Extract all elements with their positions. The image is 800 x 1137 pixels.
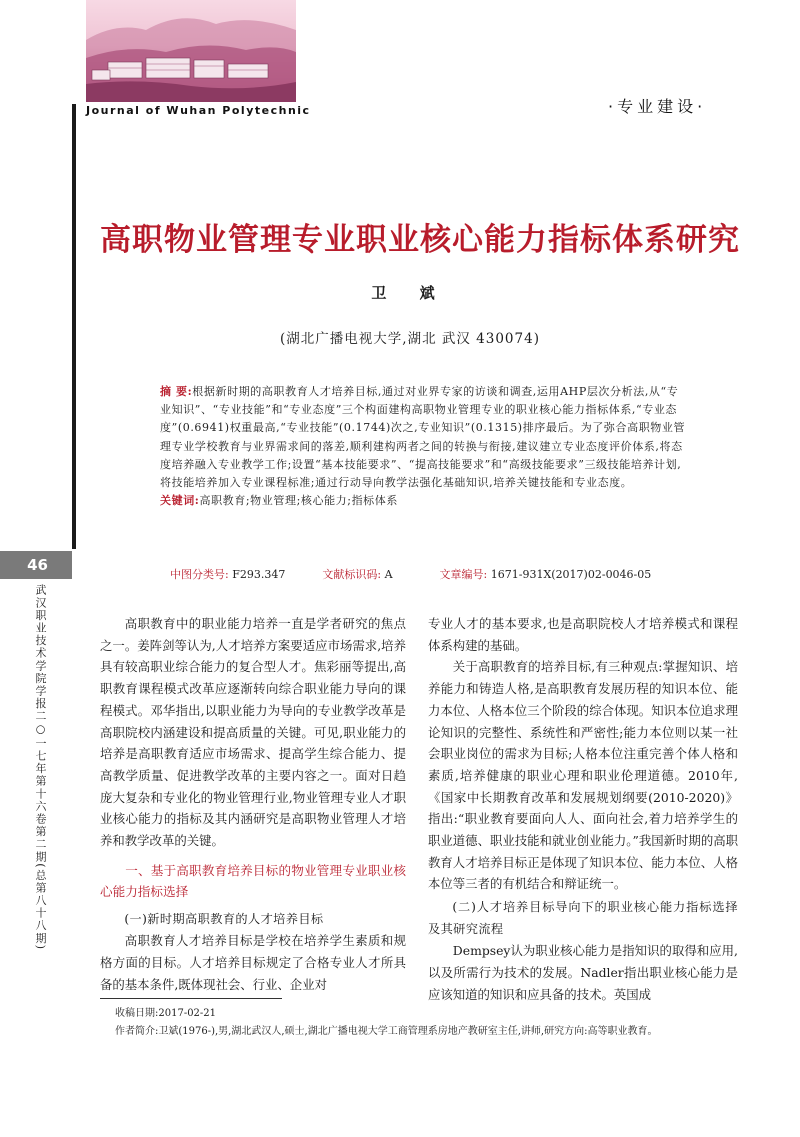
header-vertical-rule bbox=[72, 104, 76, 549]
keywords bbox=[160, 492, 688, 510]
section-label: ·专业建设· bbox=[608, 97, 707, 116]
journal-issue-vertical-text: 武汉职业技术学院学报二○一七年第十六卷第二期(总第八十八期) bbox=[34, 584, 47, 951]
subsection-heading: (一)新时期高职教育的人才培养目标 bbox=[124, 911, 324, 926]
author-affiliation: (湖北广播电视大学,湖北 武汉 430074) bbox=[280, 331, 540, 347]
received-date: 收稿日期:2017-02-21 bbox=[115, 1008, 217, 1019]
abstract-text: 根据新时期的高职教育人才培养目标,通过对业界专家的访谈和调查,运用AHP层次分析法,从“专业知识”、“专业技能”和“专业态度”三个构面建构高职物业管理专业的职业核心能力指标体系,“专业态度”(0.6941)权重最高,“专业技能”(0.1744)次之,专业知识”(0.1315)排序最后。为了弥合高职物业管理专业学校教育与业界需求间的落差,顺利建构两者之间的转换与衔接,建议建立专业态度评价体系,将态度培养融入专业教学工作;设置“基本技能要求”、“提高技能要求”和“高级技能要求”三级技能培养计划,将技能培养加入专业课程标准;通过行动导向教学法强化基础知识,培养关键技能和专业态度。 bbox=[160, 385, 686, 490]
author-bio: 作者简介:卫斌(1976-),男,湖北武汉人,硕士,湖北广播电视大学工商管理系房地产教研室主任,讲师,研究方向:高等职业教育。 bbox=[115, 1026, 658, 1037]
abstract-block bbox=[160, 383, 688, 510]
article-author: 卫 斌 bbox=[371, 284, 449, 302]
abstract bbox=[160, 383, 688, 492]
header-campus-photo bbox=[86, 0, 296, 102]
article-title: 高职物业管理专业职业核心能力指标体系研究 bbox=[100, 222, 740, 258]
page-number-tab bbox=[0, 551, 72, 579]
clc-label: 中图分类号: bbox=[170, 568, 229, 581]
keywords-label: 关键词: bbox=[160, 494, 200, 508]
page-number: 46 bbox=[27, 556, 48, 574]
body-left-column bbox=[100, 613, 406, 995]
article-meta-line bbox=[170, 566, 651, 582]
doc-code-label: 文献标识码: bbox=[322, 568, 382, 581]
footnote bbox=[115, 1005, 735, 1041]
body-paragraph: 专业人才的基本要求,也是高职院校人才培养模式和课程体系构建的基础。 bbox=[428, 616, 738, 653]
article-id-label: 文章编号: bbox=[439, 568, 488, 581]
body-right-column bbox=[428, 613, 738, 1005]
article-id-value: 1671-931X(2017)02-0046-05 bbox=[490, 568, 652, 581]
doc-code-value: A bbox=[384, 568, 393, 581]
subsection-heading: (二)人才培养目标导向下的职业核心能力指标选择及其研究流程 bbox=[428, 900, 738, 936]
body-paragraph: 关于高职教育的培养目标,有三种观点:掌握知识、培养能力和铸造人格,是高职教育发展历程的知识本位、能力本位、人格本位三个阶段的综合体现。知识本位追求理论知识的完整性、系统性和严密性;能力本位则以某一社会职业岗位的需求为目标;人格本位注重完善个体人格和素质,培养健康的职业心理和职业伦理道德。2010年,《国家中长期教育改革和发展规划纲要(2010-2020)》指出:“职业教育要面向人人、面向社会,着力培养学生的职业道德、职业技能和就业创业能力。”我国新时期的高职教育人才培养目标正是体现了知识本位、能力本位、人格本位等三者的有机结合和辩证统一。 bbox=[428, 659, 738, 892]
footnote-rule bbox=[100, 998, 282, 999]
body-paragraph: 高职教育人才培养目标是学校在培养学生素质和规格方面的目标。人才培养目标规定了合格专业人才所具备的基本条件,既体现社会、行业、企业对 bbox=[100, 933, 406, 992]
body-paragraph: Dempsey认为职业核心能力是指知识的取得和应用,以及所需行为技术的发展。Nadler指出职业核心能力是应该知道的知识和应具备的技术。英国成 bbox=[428, 943, 738, 1002]
keywords-text: 高职教育;物业管理;核心能力;指标体系 bbox=[199, 494, 398, 508]
clc-value: F293.347 bbox=[232, 568, 286, 581]
body-paragraph: 高职教育中的职业能力培养一直是学者研究的焦点之一。姜阵剑等认为,人才培养方案要适应市场需求,培养具有较高职业综合能力的复合型人才。焦彩丽等提出,高职教育课程模式改革应逐渐转向综合职业能力导向的课程模式。邓华指出,以职业能力为导向的专业教学改革是高职院校内涵建设和提高质量的关键。可见,职业能力的培养是高职教育适应市场需求、提高学生综合能力、提高教学质量、促进教学改革的主要内容之一。面对日趋庞大复杂和专业化的物业管理行业,物业管理专业人才职业核心能力的指标及其内涵研究是高职物业管理人才培养和教学改革的关键。 bbox=[100, 616, 406, 849]
journal-name: Journal of Wuhan Polytechnic bbox=[86, 104, 311, 117]
abstract-label: 摘 要: bbox=[160, 385, 193, 398]
section-heading: 一、基于高职教育培养目标的物业管理专业职业核心能力指标选择 bbox=[100, 862, 406, 900]
